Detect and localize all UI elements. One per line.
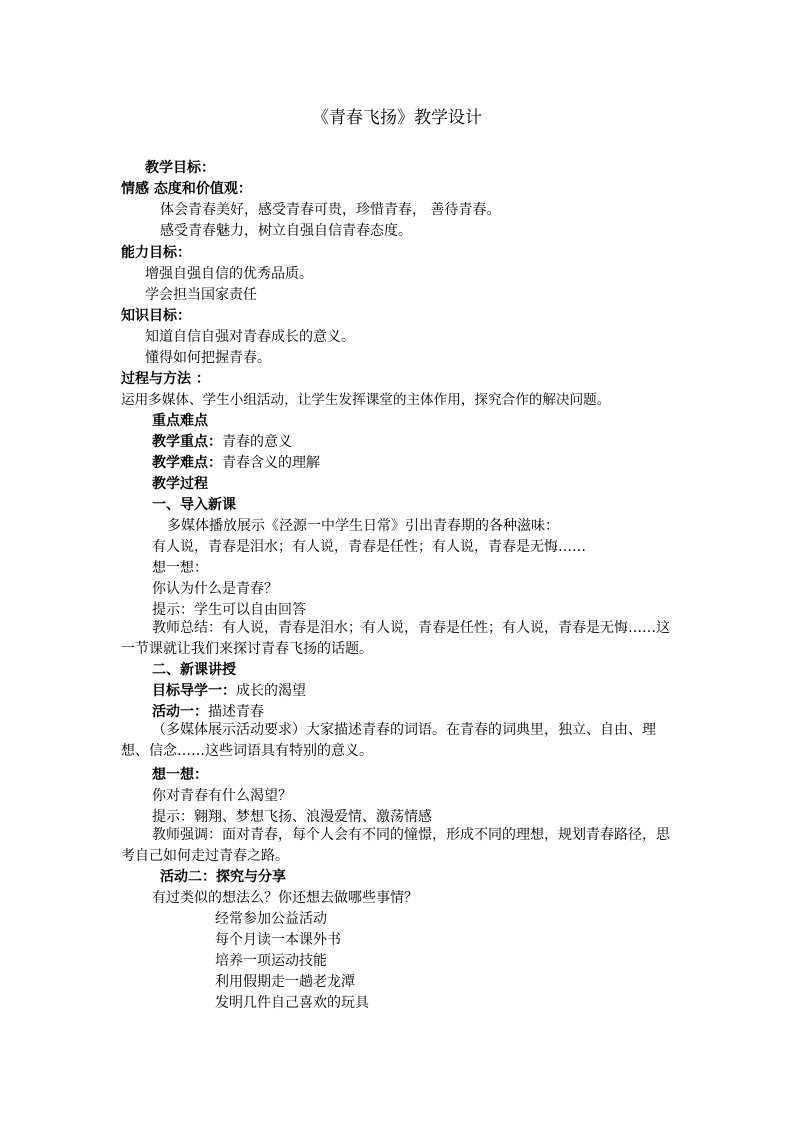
paragraph-teacher-emphasis: 教师强调：面对青春，每个人会有不同的憧憬，形成不同的理想，规划青春路径，思考自己如何走过青春之路。	[121, 827, 670, 864]
difficulty-line	[152, 453, 320, 473]
text-line: 知道自信自强对青春成长的意义。	[145, 329, 355, 345]
list-item: 经常参加公益活动	[215, 911, 327, 927]
paragraph-activity-one: （多媒体展示活动要求）大家描述青春的词语。在青春的词典里，独立、自由、理想、信念……这些词语具有特别的意义。	[121, 722, 656, 759]
heading-think: 想一想：	[152, 767, 208, 783]
heading-process-method: 过程与方法 ：	[121, 371, 210, 387]
text-line: 想一想：	[152, 560, 208, 576]
key-point-value: 青春的意义	[222, 434, 292, 450]
document-title: 《青春飞扬》教学设计	[312, 108, 482, 128]
text-line: 增强自强自信的优秀品质。	[145, 266, 313, 282]
text-line: 运用多媒体、学生小组活动，让学生发挥课堂的主体作用，探究合作的解决问题。	[121, 392, 611, 408]
goal-line	[152, 681, 306, 701]
list-item: 利用假期走一趟老龙潭	[215, 974, 355, 990]
text-line: 你对青春有什么渴望？	[152, 788, 292, 804]
text-line: 有过类似的想法么？你还想去做哪些事情？	[152, 890, 418, 906]
heading-knowledge-goals: 知识目标：	[121, 308, 191, 324]
heading-ability-goals: 能力目标：	[121, 245, 191, 261]
text-line: 体会青春美好，感受青春可贵，珍惜青春， 善待青春。	[160, 202, 501, 218]
text-line: 提示：学生可以自由回答	[152, 602, 306, 618]
activity-value: 描述青春	[208, 704, 264, 720]
heading-introduction: 一、导入新课	[152, 497, 236, 513]
difficulty-value: 青春含义的理解	[222, 455, 320, 471]
heading-activity-two: 活动二：探究与分享	[160, 869, 286, 885]
activity-line	[152, 702, 264, 722]
list-item: 培养一项运动技能	[215, 953, 327, 969]
heading-emotion-attitude: 情感 态度和价值观：	[121, 181, 252, 197]
text-line: 有人说，青春是泪水；有人说，青春是任性；有人说，青春是无悔……	[152, 539, 586, 555]
goal-label: 目标导学一：	[152, 683, 236, 699]
text-line: 懂得如何把握青春。	[145, 350, 271, 366]
text-line: 学会担当国家责任	[145, 287, 257, 303]
list-item: 发明几件自己喜欢的玩具	[215, 995, 369, 1011]
activity-label: 活动一：	[152, 704, 208, 720]
text-line: 你认为什么是青春？	[152, 581, 278, 597]
paragraph-teacher-summary: 教师总结：有人说，青春是泪水；有人说，青春是任性；有人说，青春是无悔……这一节课就让我们来探讨青春飞扬的话题。	[121, 620, 670, 657]
heading-new-lesson: 二、新课讲授	[152, 662, 236, 678]
heading-teaching-goals: 教学目标：	[145, 160, 215, 176]
difficulty-label: 教学难点：	[152, 455, 222, 471]
key-point-line	[152, 432, 292, 452]
text-line: 提示：翱翔、梦想飞扬、浪漫爱情、激荡情感	[152, 809, 432, 825]
key-point-label: 教学重点：	[152, 434, 222, 450]
goal-value: 成长的渴望	[236, 683, 306, 699]
text-line: 多媒体播放展示《泾源一中学生日常》引出青春期的各种滋味：	[167, 518, 559, 534]
heading-teaching-process: 教学过程	[152, 476, 208, 492]
list-item: 每个月读一本课外书	[215, 932, 341, 948]
heading-key-points: 重点难点	[152, 413, 208, 429]
text-line: 感受青春魅力，树立自强自信青春态度。	[160, 223, 412, 239]
